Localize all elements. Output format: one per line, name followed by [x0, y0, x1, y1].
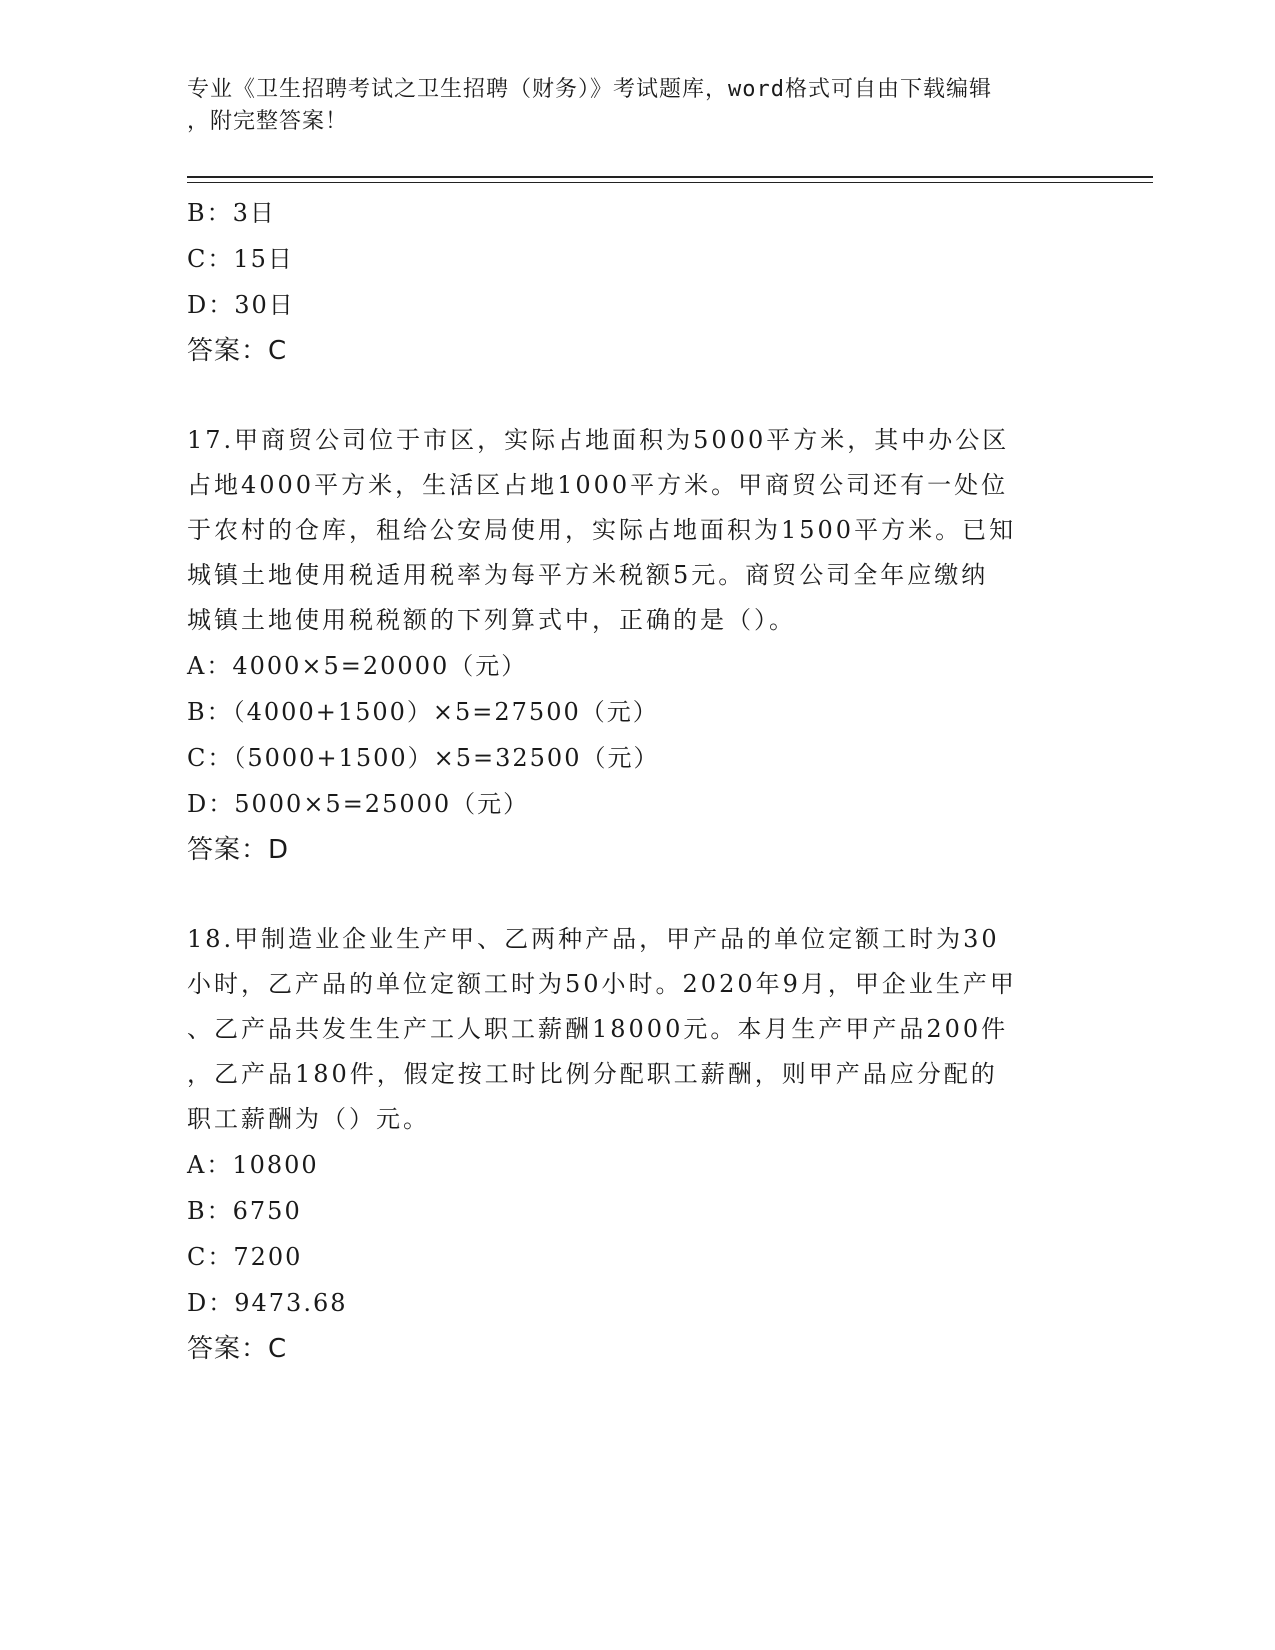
prev-question-block: [187, 190, 1087, 374]
option-b: B：6750: [187, 1197, 302, 1225]
question-text-line: 城镇土地使用税税额的下列算式中，正确的是（）。: [187, 606, 796, 634]
header-line-1: 专业《卫生招聘考试之卫生招聘（财务）》考试题库，word格式可自由下载编辑: [187, 77, 992, 102]
question-text-line: 小时，乙产品的单位定额工时为50小时。2020年9月，甲企业生产甲: [187, 970, 1017, 998]
question-text-line: 占地4000平方米，生活区占地1000平方米。甲商贸公司还有一处位: [187, 471, 1009, 499]
option-b: B：3日: [187, 199, 276, 227]
answer-line: 答案：C: [187, 1334, 288, 1364]
question-text-line: ，乙产品180件，假定按工时比例分配职工薪酬，则甲产品应分配的: [187, 1060, 998, 1088]
question-text-line: 、乙产品共发生生产工人职工薪酬18000元。本月生产甲产品200件: [187, 1015, 1009, 1043]
header-line-2: ，附完整答案！: [187, 109, 349, 134]
option-a: A：4000×5=20000（元）: [187, 652, 528, 680]
question-text: [187, 418, 1067, 643]
option-d: D：5000×5=25000（元）: [187, 790, 530, 818]
document-header: [187, 74, 1087, 138]
option-a: A：10800: [187, 1151, 319, 1179]
answer-line: 答案：D: [187, 835, 290, 865]
document-body: [187, 190, 1087, 1372]
header-divider-thin: [187, 182, 1153, 183]
question-text-line: 城镇土地使用税适用税率为每平方米税额5元。商贸公司全年应缴纳: [187, 561, 989, 589]
question-text-line: 17.甲商贸公司位于市区，实际占地面积为5000平方米，其中办公区: [187, 426, 1010, 454]
question-text-line: 职工薪酬为（）元。: [187, 1105, 430, 1133]
header-divider-thick: [187, 176, 1153, 178]
question-text-line: 18.甲制造业企业生产甲、乙两种产品，甲产品的单位定额工时为30: [187, 925, 1000, 953]
option-d: D：30日: [187, 291, 295, 319]
option-c: C：7200: [187, 1243, 303, 1271]
option-d: D：9473.68: [187, 1289, 348, 1317]
question-text-line: 于农村的仓库，租给公安局使用，实际占地面积为1500平方米。已知: [187, 516, 1017, 544]
option-b: B：（4000+1500）×5=27500（元）: [187, 698, 659, 726]
question-18: [187, 917, 1087, 1372]
answer-line: 答案：C: [187, 336, 288, 366]
option-c: C：15日: [187, 245, 294, 273]
question-17: [187, 418, 1087, 873]
option-c: C：（5000+1500）×5=32500（元）: [187, 744, 660, 772]
question-text: [187, 917, 1067, 1142]
